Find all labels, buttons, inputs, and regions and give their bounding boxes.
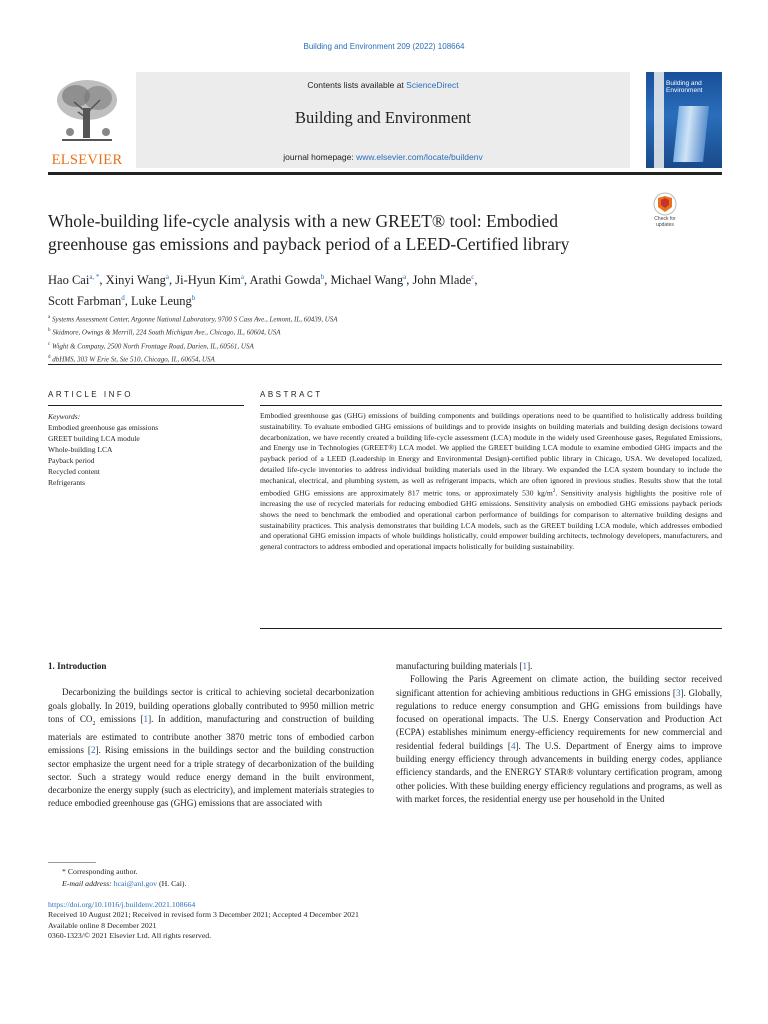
cover-title: Building and Environment <box>666 80 703 94</box>
body-column-right <box>396 660 722 806</box>
keyword-item: Embodied greenhouse gas emissions <box>48 423 159 432</box>
sciencedirect-link[interactable]: ScienceDirect <box>406 80 459 90</box>
author-name[interactable]: Arathi Gowda$^b$ <box>249 273 325 288</box>
badge-label-1: Check for <box>654 216 676 222</box>
homepage-prefix: journal homepage: <box>283 152 357 162</box>
author-list: Hao Cai$^{a, *}$, Xinyi Wang$^a$, Ji-Hyun Kim$^a$, Arathi Gowda$^b$, Michael Wang$^a$, John Mlade$^c$, Scott Farbman$^d$, Luke Leung$^b$ <box>48 273 478 309</box>
section-heading-introduction: 1. Introduction <box>48 661 107 671</box>
affiliation-a: $^a$ Systems Assessment Center, Argonne National Laboratory, 9700 S Cass Ave., Lemont, IL, 60439, USA <box>48 315 338 324</box>
article-info-rule <box>48 405 244 406</box>
article-metadata <box>48 900 548 942</box>
affiliation-b: $^b$ Skidmore, Owings & Merrill, 224 South Michigan Ave., Chicago, IL, 60604, USA <box>48 328 281 337</box>
author-name[interactable]: John Mlade$^c$ <box>412 273 475 288</box>
journal-reference[interactable]: Building and Environment 209 (2022) 108664 <box>303 42 465 51</box>
homepage-link[interactable]: www.elsevier.com/locate/buildenv <box>356 152 483 162</box>
author-name[interactable]: Luke Leung$^b$ <box>131 294 196 309</box>
check-for-updates-badge[interactable] <box>648 192 682 232</box>
paragraph: Decarbonizing the buildings sector is critical to achieving societal decarbonization goals globally. In 2019, building operations globally contributed to 9950 million metric tons of $CO_2$ emissions [1]. In addition, manufacturing and construction of building materials are estimated to contribute another 3870 metric tons of embodied carbon emissions [2]. Rising emissions in the buildings sector and the building construction sector emphasize the urgent need for a triple strategy of decarbonization of the building sector. Such a strategy would reduce energy demand in the built environment, decarbonize the energy supply (such as electricity), and implement materials strategies to reduce embodied greenhouse gas (GHG) emissions that are associated with <box>48 687 374 809</box>
elsevier-logo[interactable] <box>48 78 126 168</box>
citation-link[interactable]: 1 <box>143 713 149 724</box>
doi-link[interactable]: https://doi.org/10.1016/j.buildenv.2021.108664 <box>48 900 196 909</box>
author-affiliation-marker[interactable]: a <box>165 273 169 281</box>
footnote <box>48 866 448 890</box>
corresponding-author-note: * Corresponding author. <box>62 867 138 876</box>
author-name[interactable]: Hao Cai$^{a, *}$ <box>48 273 100 288</box>
citation-link[interactable]: 1 <box>522 661 528 671</box>
author-affiliation-marker[interactable]: c <box>471 273 475 281</box>
author-affiliation-marker[interactable]: d <box>121 294 125 303</box>
badge-label-2: updates <box>656 222 674 228</box>
author-affiliation-marker[interactable]: b <box>191 294 196 303</box>
journal-cover-thumbnail[interactable] <box>646 72 722 168</box>
cover-building-image <box>673 106 709 162</box>
keyword-item: Refrigerants <box>48 478 86 487</box>
email-link[interactable]: hcai@anl.gov <box>113 879 158 888</box>
author-name[interactable]: Ji-Hyun Kim$^a$ <box>175 273 244 288</box>
keywords-block <box>48 411 244 488</box>
author-affiliation-marker[interactable]: a <box>240 273 244 281</box>
elsevier-tree-icon <box>52 78 122 144</box>
masthead-center <box>136 72 630 168</box>
author-name[interactable]: Xinyi Wang$^a$ <box>105 273 169 288</box>
received-dates: Received 10 August 2021; Received in revised form 3 December 2021; Accepted 4 December 2021 <box>48 910 359 920</box>
check-updates-icon <box>650 192 680 216</box>
online-date: Available online 8 December 2021 <box>48 920 157 930</box>
article-title: Whole-building life-cycle analysis with a new GREET® tool: Embodied greenhouse gas emissions and payback period of a LEED-Certified library <box>48 211 570 254</box>
author-name[interactable]: Michael Wang$^a$ <box>330 273 407 288</box>
footnote-rule <box>48 862 96 863</box>
contents-line <box>136 80 630 90</box>
abstract-heading: ABSTRACT <box>260 390 323 399</box>
elsevier-wordmark: ELSEVIER <box>51 152 123 168</box>
author-affiliation-marker[interactable]: a, * <box>89 273 100 281</box>
homepage-line <box>136 152 630 162</box>
citation-link[interactable]: 3 <box>675 687 681 698</box>
cover-strip <box>654 72 664 168</box>
copyright: 0360-1323/© 2021 Elsevier Ltd. All rights reserved. <box>48 931 212 941</box>
citation-link[interactable]: 4 <box>510 740 516 751</box>
affiliation-c: $^c$ Wight & Company, 2500 North Frontage Road, Darien, IL, 60561, USA <box>48 341 254 350</box>
affiliation-d: $^d$ dbHMS, 303 W Erie St, Ste 510, Chicago, IL, 60654, USA <box>48 354 215 364</box>
keyword-item: Recycled content <box>48 467 100 476</box>
abstract-text: Embodied greenhouse gas (GHG) emissions of building components and buildings operations need to be quantified to holistically address building sustainability. To evaluate embodied GHG emissions of buildings and to provide insights on building materials and building design decisions toward decarbonization, we have recently created a building life-cycle assessment (LCA) module in the widely used Greenhouse gases, Regulated Emissions, and Energy use in Technologies (GREET®) LCA model. We applied the GREET building LCA module to examine embodied GHG impacts and the payback period of a LEED (Leadership in Energy and Environmental Design)-certified public library in Chicago, USA. We developed localized, detailed life-cycle inventories to address individual building materials used in the library. We expanded the LCA system boundary to include the mechanical, electrical, and plumbing system, as well as refrigerant impacts, which are often ignored in previous studies. Results show that the total embodied GHG emissions are approximately 817 metric tons, or approximately 530 $kg/m^2$. Sensitivity analysis highlights the positive role of increasing the use of recycled materials for reducing embodied GHG emissions. Sensitivity analysis on embodied GHG emissions payback periods shows the need to benchmark the embodied and operational carbon performance of buildings for comparison to alternative building designs and sustainability practices. This analysis demonstrates that building LCA models, such as the GREET building LCA module, which addresses embodied and operational GHG emission impacts of whole buildings holistically, could empower building architects, technology developers, manufacturers, and general contractors to address embodied and operational impacts holistically for building sustainability. <box>260 411 722 552</box>
email-note: E-mail address: hcai@anl.gov (H. Cai). <box>62 879 187 888</box>
paragraph-continued: manufacturing building materials [1]. <box>396 661 533 671</box>
journal-masthead <box>48 72 722 168</box>
body-column-left <box>48 660 374 811</box>
article-info-heading: ARTICLE INFO <box>48 390 133 399</box>
keyword-item: GREET building LCA module <box>48 434 140 443</box>
citation-link[interactable]: 2 <box>90 745 96 756</box>
affiliations <box>48 312 668 365</box>
paragraph: Following the Paris Agreement on climate action, the building sector received significant attention for achieving ambitious reductions in GHG emissions [3]. Globally, regulations to reduce energy consumption and GHG emissions from buildings have focused on operational impacts. The U.S. Energy Conservation and Production Act (ECPA) establishes minimum energy-efficiency requirements for new commercial and residential federal buildings [4]. The U.S. Department of Energy aims to improve building energy efficiency through advancements in building energy codes, appliance efficiency standards, and the ENERGY STAR® voluntary certification program, among other policies. With these building energy efficiency regulations and programs, as well as with market forces, the residential energy use per household in the United <box>396 674 722 804</box>
author-affiliation-marker[interactable]: a <box>403 273 407 281</box>
abstract-rule <box>260 405 722 406</box>
masthead-rule <box>48 172 722 175</box>
keyword-item: Whole-building LCA <box>48 445 113 454</box>
abstract-bottom-rule <box>260 628 722 629</box>
author-affiliation-marker[interactable]: b <box>320 273 325 281</box>
keyword-item: Payback period <box>48 456 95 465</box>
author-name[interactable]: Scott Farbman$^d$ <box>48 294 125 309</box>
section-rule <box>48 364 722 365</box>
keywords-label: Keywords: <box>48 412 81 421</box>
contents-prefix: Contents lists available at <box>307 80 407 90</box>
journal-title: Building and Environment <box>295 108 471 127</box>
